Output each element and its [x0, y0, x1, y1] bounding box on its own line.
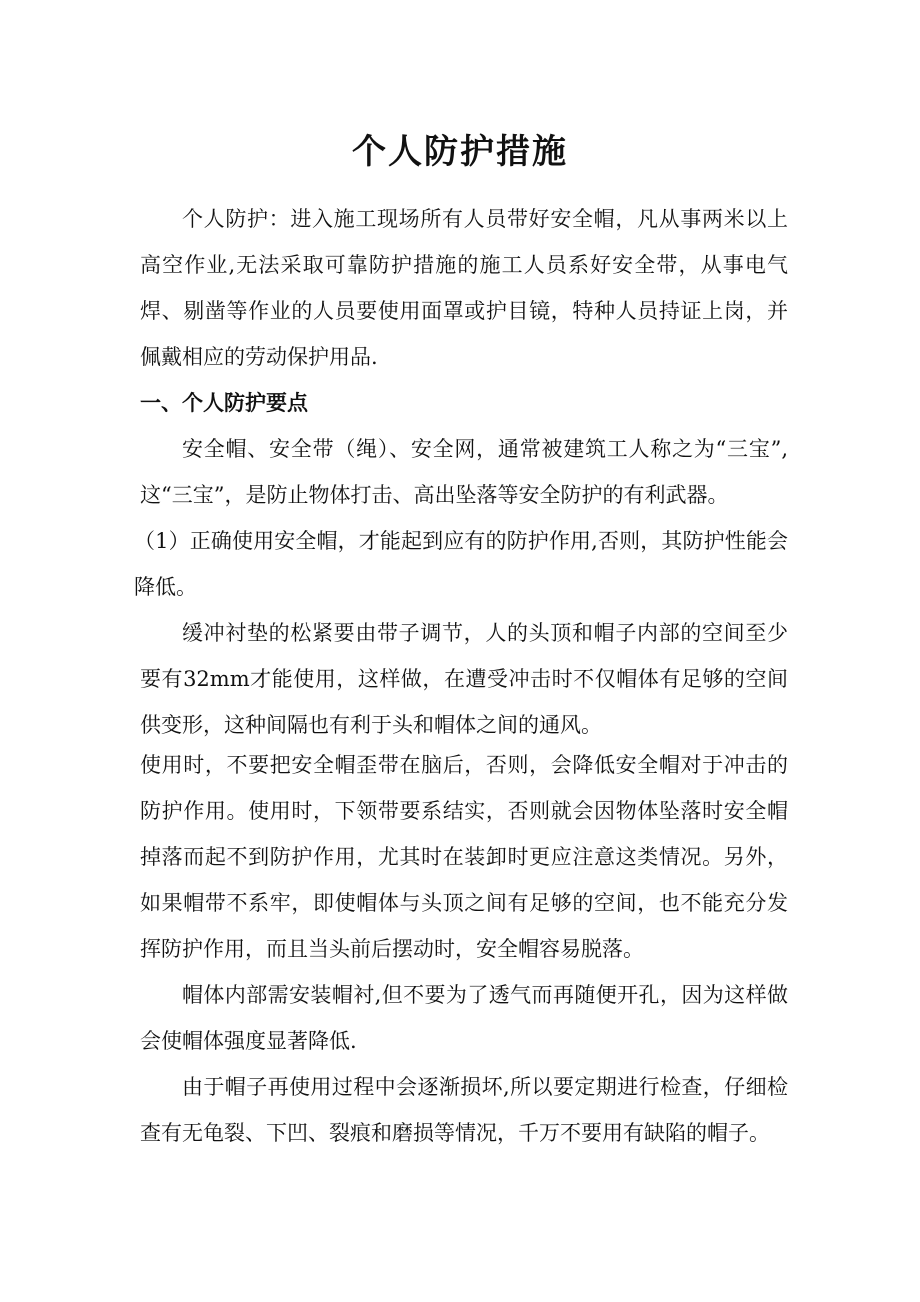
document-body	[134, 196, 788, 1156]
section-heading: 一、个人防护要点	[140, 391, 308, 415]
inspection-paragraph: 由于帽子再使用过程中会逐渐损坏,所以要定期进行检查，仔细检查有无龟裂、下凹、裂痕和磨损等情况，千万不要用有缺陷的帽子。	[140, 1075, 788, 1145]
cushion-paragraph: 缓冲衬垫的松紧要由带子调节，人的头顶和帽子内部的空间至少要有32mm才能使用，这样做，在遭受冲击时不仅帽体有足够的空间供变形，这种间隔也有利于头和帽体之间的通风。	[140, 621, 788, 737]
helmet-item-heading: （1）正确使用安全帽，才能起到应有的防护作用,否则，其防护性能会降低。	[134, 529, 788, 599]
intro-paragraph: 个人防护：进入施工现场所有人员带好安全帽，凡从事两米以上高空作业,无法采取可靠防护措施的施工人员系好安全带，从事电气焊、剔凿等作业的人员要使用面罩或护目镜，特种人员持证上岗，并佩戴相应的劳动保护用品.	[140, 207, 788, 369]
three-treasures-paragraph: 安全帽、安全带（绳）、安全网，通常被建筑工人称之为“三宝”,这“三宝”，是防止物体打击、高出坠落等安全防护的有利武器。	[140, 437, 788, 507]
usage-paragraph: 使用时，不要把安全帽歪带在脑后，否则，会降低安全帽对于冲击的防护作用。使用时，下领带要系结实，否则就会因物体坠落时安全帽掉落而起不到防护作用，尤其时在装卸时更应注意这类情况。另外，如果帽带不系牢，即使帽体与头顶之间有足够的空间，也不能充分发挥防护作用，而且当头前后摆动时，安全帽容易脱落。	[140, 753, 788, 961]
document-title: 个人防护措施	[352, 132, 568, 172]
liner-paragraph: 帽体内部需安装帽衬,但不要为了透气而再随便开孔，因为这样做会使帽体强度显著降低.	[140, 983, 788, 1053]
